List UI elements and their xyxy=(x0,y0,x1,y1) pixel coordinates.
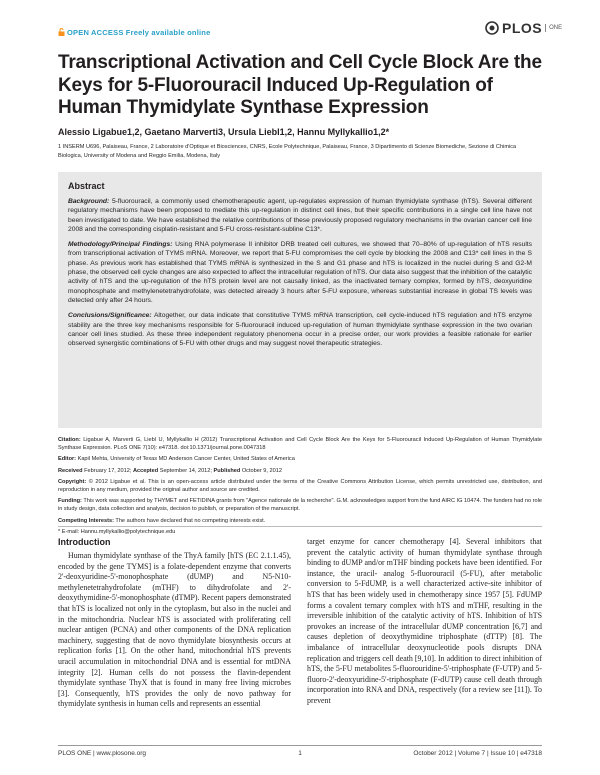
page-number: 1 xyxy=(298,750,302,757)
logo-sub: ONE xyxy=(545,24,562,32)
introduction-heading: Introduction xyxy=(58,537,111,547)
editor-text: Kapil Mehta, University of Texas MD Anderson Cancer Center, United States of America xyxy=(77,456,295,463)
open-lock-icon xyxy=(58,28,65,36)
background-label: Background: xyxy=(68,198,110,205)
accepted-label: Accepted xyxy=(132,467,159,474)
divider xyxy=(58,526,542,527)
abstract-background xyxy=(68,197,532,234)
conclusions-label: Conclusions/Significance: xyxy=(68,312,152,320)
abstract-box xyxy=(58,172,542,428)
competing-interests xyxy=(58,517,542,525)
methods-label: Methodology/Principal Findings: xyxy=(68,241,173,249)
editor xyxy=(58,455,542,463)
logo-text: PLOS xyxy=(502,20,543,36)
methods-text: Using RNA polymerase II inhibitor DRB treated cell cultures, we showed that 70–80% of up-regulation of hTS results from transcriptional activation of TYMS mRNA. Moreover, we report that 5-FU compromises the cell cycle by blocking the 2008 and C13* cell lines in the S phase. As previous work has established that TYMS mRNA is synthesized in the S and G1 phase and hTS is localized in the nuclei during S and G2-M phase, the observed cell cycle changes are also expected to affect the intracellular regulation of hTS. Our data also suggest that the inhibition of the catalytic activity of hTS and the up-regulation of the hTS protein level are not causally linked, as the inactivated ternary complex, formed by hTS, deoxyuridine monophosphate and methylenetetrahydrofolate, was detected already 3 hours after 5-FU exposure, whereas substantial increase in global TS levels was detected only after 24 hours. xyxy=(68,241,533,304)
affiliations: 1 INSERM U696, Palaiseau, France, 2 Laboratoire d'Optique et Biosciences, CNRS, Ecole Polytechnique, Palaiseau, France, 3 Dipartimento di Scienze Biomediche, Sezione di Chimica Biologica, University of Modena and Reggio Emilia, Modena, Italy xyxy=(58,144,517,159)
intro-right-column: target enzyme for cancer chemotherapy [4]. Several inhibitors that prevent the catalytic activity of human thymidylate synthase through binding to dUMP and/or mTHF binding pockets have been identified. For instance, the uracil- analog 5-fluorouracil (5-FU), after metabolic conversion to 5-FdUMP, is a well characterized active-site inhibitor of hTS that has been widely used in chemotherapy since 1957 [5]. FdUMP forms a covalent ternary complex with hTS and mTHF, resulting in the irreversible inhibition of the catalytic activity of hTS. Inhibition of hTS provokes an increase of the intracellular dUMP concentration [6,7] and causes depletion of deoxythymidine triphosphate (dTTP) [8]. The imbalance of intracellular deoxynucleotide pools disrupts DNA replication and triggers cell death [9,10]. In addition to direct inhibition of hTS, the 5-FU metabolites 5-fluorouridine-5'-triphosphate (F-UTP) and 5-fluoro-2'-deoxyuridine-5'-triphosphate (F-dUTP) cause cell death through incorporation into RNA and DNA, respectively (for a review see [11]). To prevent xyxy=(307,537,542,705)
article-title: Transcriptional Activation and Cell Cycle Block Are the Keys for 5-Fluorouracil Induced Up-Regulation of Human Thymidylate Synthase Expression xyxy=(58,52,542,118)
author-list: Alessio Ligabue1,2, Gaetano Marverti3, Ursula Liebl1,2, Hannu Myllykallio1,2* xyxy=(58,127,390,137)
abstract-heading: Abstract xyxy=(68,181,105,191)
funding xyxy=(58,497,542,513)
copyright-text: © 2012 Ligabue et al. This is an open-access article distributed under the terms of the Creative Commons Attribution License, which permits unrestricted use, distribution, and reproduction in any medium, provided the original author and source are credited. xyxy=(58,478,542,494)
plos-one-logo[interactable] xyxy=(485,20,562,36)
dates xyxy=(58,467,542,475)
citation-text: Ligabue A, Marverti G, Liebl U, Myllykallio H (2012) Transcriptional Activation and Cell Cycle Block Are the Keys for 5-Fluorouracil Induced Up-Regulation of Human Thymidylate Synthase Expression. PLoS ONE 7(10): e47318. doi:10.1371/journal.pone.0047318 xyxy=(58,437,542,452)
open-access-banner xyxy=(58,28,210,37)
footer-issue: October 2012 | Volume 7 | Issue 10 | e47318 xyxy=(413,750,542,757)
article-metadata xyxy=(58,436,542,539)
funding-text: This work was supported by THYMET and FETIDINA grants from "Agence nationale de la recherche". G.M. acknowledges support from the fund AIRC IG 10474. The funders had no role in study design, data collection and analysis, decision to publish, or preparation of the manuscript. xyxy=(58,498,543,513)
abstract-conclusions xyxy=(68,311,532,348)
published-date: October 9, 2012 xyxy=(241,467,282,474)
citation-label: Citation: xyxy=(58,437,81,443)
footer-journal[interactable]: PLOS ONE | www.plosone.org xyxy=(58,750,147,757)
conclusions-text: Altogether, our data indicate that constitutive TYMS mRNA transcription, cell cycle-induced hTS regulation and hTS enzyme stability are the three key mechanisms responsible for 5-fluorouracil induced up-regulation of human thymidylate synthase expression in the two ovarian cancer cell lines studied. As these three independent regulatory phenomena occur in a precise order, our work provides a feasible rationale for earlier observed synergistic combinations of 5-FU with other drugs and may suggest novel therapeutic strategies. xyxy=(68,312,532,348)
received-date: February 17, 2012; xyxy=(84,467,132,474)
copyright xyxy=(58,478,542,494)
funding-label: Funding: xyxy=(58,498,82,505)
corresponding-email[interactable]: * E-mail: Hannu.myllykallio@polytechnique.edu xyxy=(58,528,176,535)
footer-divider xyxy=(58,745,542,746)
abstract-methods xyxy=(68,240,532,305)
intro-left-column: Human thymidylate synthase of the ThyA family [hTS (EC 2.1.1.45), encoded by the gene TYMS] is a folate-dependent enzyme that converts 2'-deoxyuridine-5'-monophosphate (dUMP) and N5-N10-methylenetetrahydrofolate (mTHF) to dihydrofolate and 2'-deoxythymidine-5'-monophosphate (dTMP). Recent papers demonstrated that hTS is localized not only in the cytoplasm, but also in the nuclei and in the mitochondria. Nuclear hTS is associated with proliferating cell nuclear antigen (PCNA) and other components of the DNA replication machinery, suggesting that de novo thymidylate biosynthesis occurs at replication forks [1]. On the other hand, mitochondrial hTS prevents uracil accumulation in mitochondrial DNA and is essential for mtDNA integrity [2]. Human cells do not possess the flavin-dependent thymidylate synthase ThyX that is found in many free living microbes [3]. Consequently, hTS provides the only de novo pathway for thymidylate synthesis in human cells and represents an essential xyxy=(58,551,291,709)
published-label: Published xyxy=(213,467,241,474)
plos-logo-icon xyxy=(485,21,499,35)
accepted-date: September 14, 2012; xyxy=(159,467,212,474)
competing-label: Competing Interests: xyxy=(58,517,114,524)
editor-label: Editor: xyxy=(58,456,77,463)
competing-text: The authors have declared that no competing interests exist. xyxy=(115,517,266,524)
received-label: Received xyxy=(58,467,83,474)
citation xyxy=(58,436,542,452)
copyright-label: Copyright: xyxy=(58,478,87,485)
background-text: 5-fluorouracil, a commonly used chemotherapeutic agent, up-regulates expression of human thymidylate synthase (hTS). Several different regulatory mechanisms have been proposed to mediate this up-regulation in distinct cell lines, but their specific contributions in a single cell line have not been investigated to date. We have established the relative contributions of these previously proposed regulatory mechanisms in the ovarian cancer cell line 2008 and the corresponding cisplatin-resistant and 5-FU cross-resistant-subline C13*. xyxy=(68,198,533,233)
open-access-text: OPEN ACCESS Freely available online xyxy=(67,28,211,37)
